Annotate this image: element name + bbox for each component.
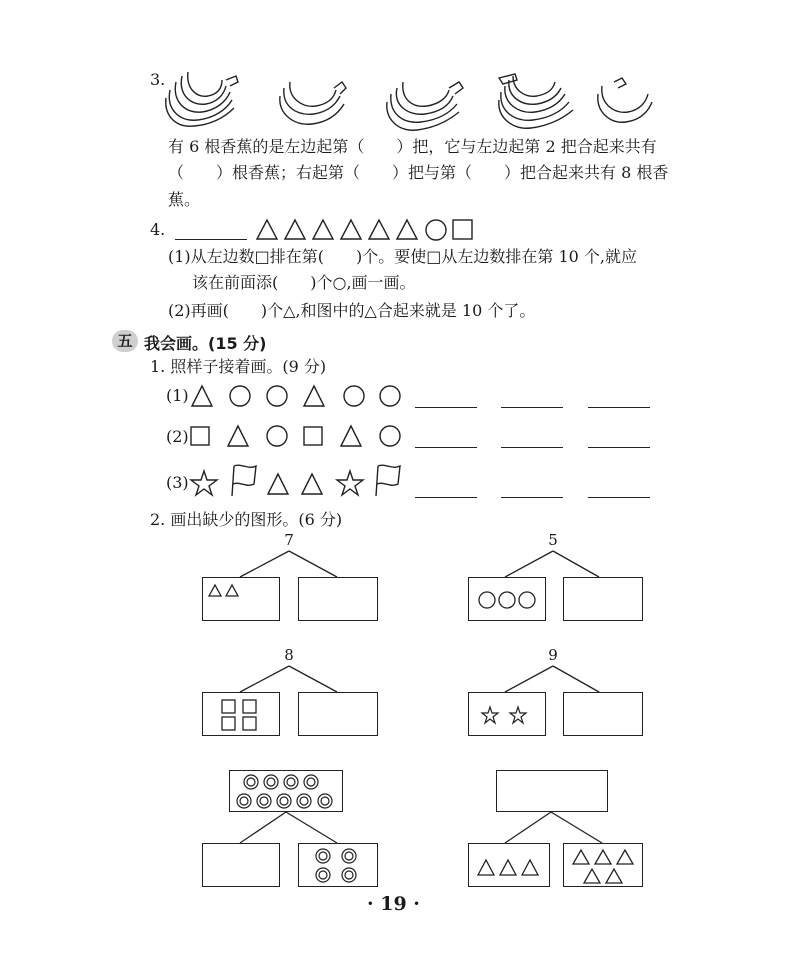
tree5-top-shapes — [236, 774, 338, 810]
circle-icon — [264, 775, 278, 789]
star-icon — [510, 707, 526, 723]
circle-icon — [479, 592, 495, 608]
square-icon — [243, 717, 256, 730]
circle-icon — [277, 794, 291, 808]
tree6-right-shapes — [572, 847, 638, 885]
triangle-icon — [595, 850, 611, 864]
triangle-icon — [209, 585, 221, 596]
triangle-icon — [584, 869, 600, 883]
tree1-total: 7 — [284, 531, 294, 549]
circle-icon — [318, 794, 332, 808]
circle-icon — [297, 794, 311, 808]
circle-icon — [342, 849, 356, 863]
tree2-left-box — [468, 577, 546, 621]
tree4-left-box — [468, 692, 546, 736]
q3-line1: 有 6 根香蕉的是左边起第（ ）把，它与左边起第 2 把合起来共有 — [168, 137, 657, 156]
star-icon — [482, 707, 498, 723]
row1-label: (1) — [166, 386, 189, 405]
tree6-right-box — [563, 843, 643, 887]
p2-title: 2. 画出缺少的图形。(6 分) — [150, 510, 343, 529]
tree5-right-box — [298, 843, 378, 887]
section-badge: 五 — [112, 330, 138, 352]
q4-sub1-line1: (1)从左边数□排在第( )个。要使□从左边数排在第 10 个,就应 — [168, 247, 638, 266]
circle-icon — [499, 592, 515, 608]
tree3-left-shapes — [221, 699, 261, 731]
triangle-icon — [522, 860, 538, 875]
triangle-icon — [226, 585, 238, 596]
tree2-right-box[interactable] — [563, 577, 643, 621]
triangle-icon — [606, 869, 622, 883]
q4-number: 4. — [150, 220, 166, 239]
tree3-left-box — [202, 692, 280, 736]
square-icon — [222, 700, 235, 713]
q4-sub1-line2: 该在前面添( )个○,画一画。 — [192, 273, 416, 292]
tree6-top-box[interactable] — [496, 770, 608, 812]
tree1-right-box[interactable] — [298, 577, 378, 621]
triangle-icon — [500, 860, 516, 875]
circle-icon — [257, 794, 271, 808]
q4-sub2: (2)再画( )个△,和图中的△合起来就是 10 个了。 — [168, 301, 536, 320]
tree6-left-shapes — [477, 858, 543, 876]
circle-icon — [244, 775, 258, 789]
circle-icon — [304, 775, 318, 789]
tree1-left-box — [202, 577, 280, 621]
page-number: · 19 · — [367, 893, 420, 915]
square-icon — [222, 717, 235, 730]
tree6-left-box — [468, 843, 550, 887]
p1-title: 1. 照样子接着画。(9 分) — [150, 357, 327, 376]
circle-icon — [342, 868, 356, 882]
q3-line2: （ ）根香蕉；右起第（ ）把与第（ ）把合起来共有 8 根香 — [168, 163, 669, 182]
q3-line3: 蕉。 — [168, 190, 201, 209]
tree2-total: 5 — [548, 531, 558, 549]
tree3-total: 8 — [284, 646, 294, 664]
square-icon — [243, 700, 256, 713]
tree4-right-box[interactable] — [563, 692, 643, 736]
tree5-left-box[interactable] — [202, 843, 280, 887]
row3-label: (3) — [166, 473, 189, 492]
tree5-right-shapes — [315, 848, 361, 884]
circle-icon — [284, 775, 298, 789]
circle-icon — [316, 868, 330, 882]
row2-label: (2) — [166, 427, 189, 446]
circle-icon — [237, 794, 251, 808]
section-title: 我会画。(15 分) — [144, 334, 267, 353]
tree4-total: 9 — [548, 646, 558, 664]
circle-icon — [519, 592, 535, 608]
triangle-icon — [478, 860, 494, 875]
tree1-left-shapes — [208, 583, 244, 597]
triangle-icon — [617, 850, 633, 864]
circle-icon — [316, 849, 330, 863]
tree4-left-shapes — [481, 706, 531, 724]
tree3-right-box[interactable] — [298, 692, 378, 736]
tree5-top-box — [229, 770, 343, 812]
tree2-left-shapes — [477, 590, 539, 610]
triangle-icon — [573, 850, 589, 864]
q3-number: 3. — [150, 70, 166, 89]
